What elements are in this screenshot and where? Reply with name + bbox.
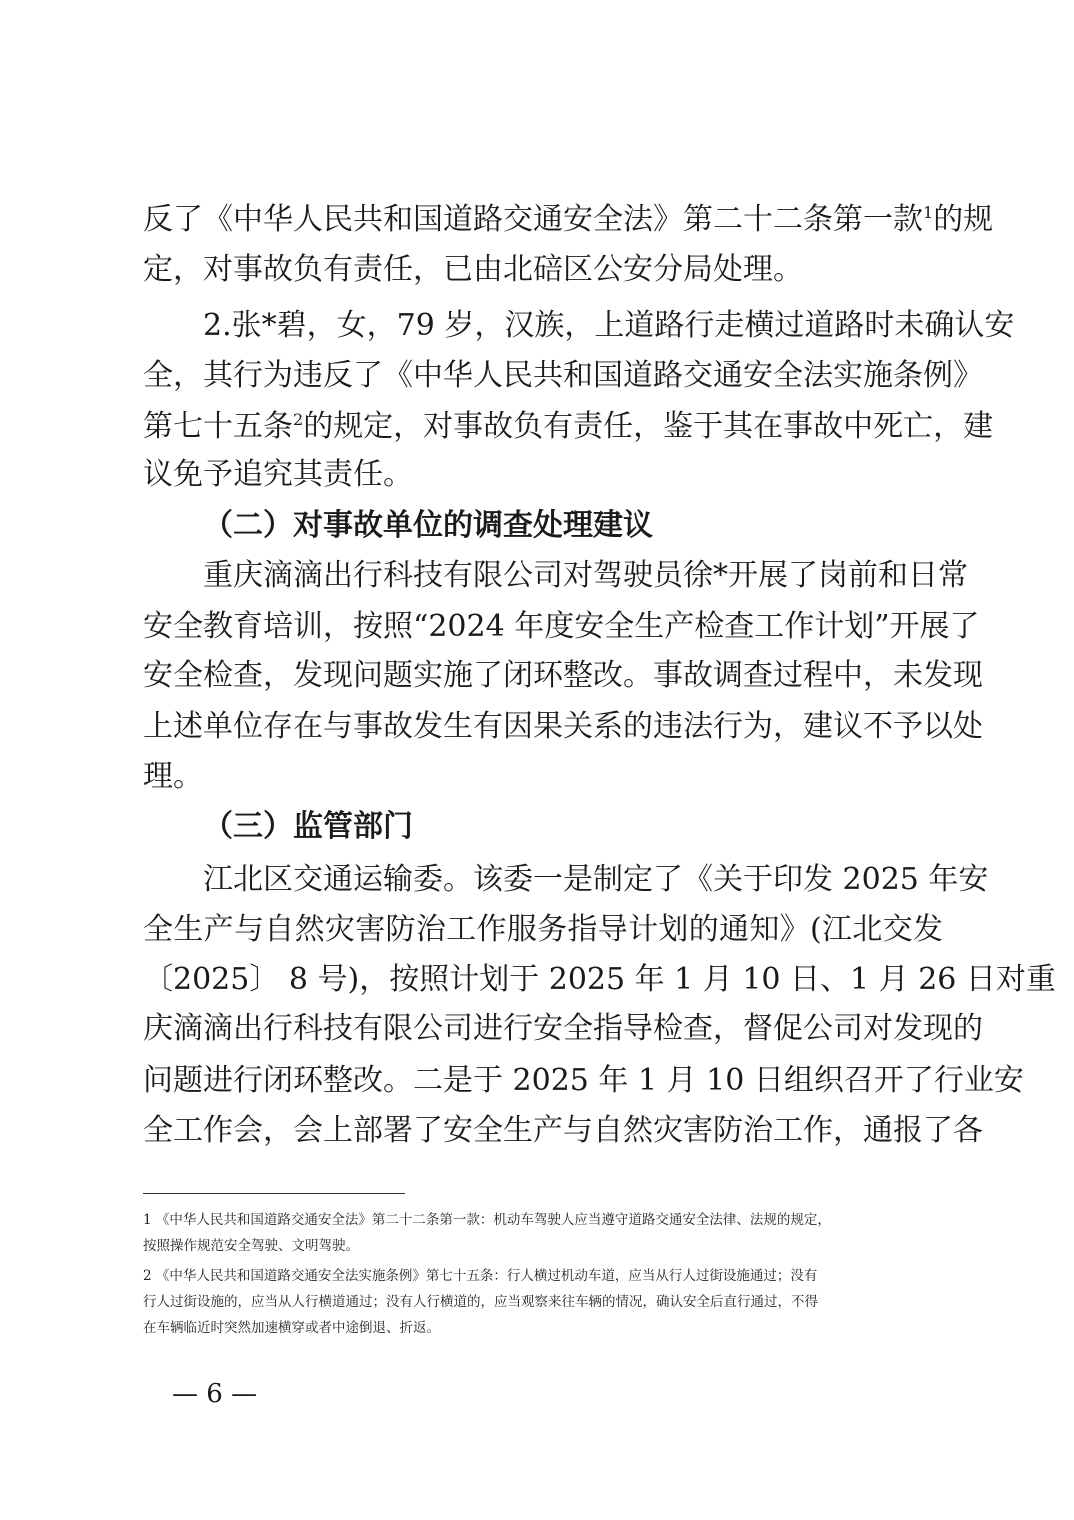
paragraph-line xyxy=(143,193,994,247)
paragraph-line xyxy=(143,400,994,454)
paragraph-line: 安全教育培训，按照“2024 年度安全生产检查工作计划”开展了 xyxy=(143,609,980,644)
text-run: 的规定，对事故负有责任，鉴于其在事故中死亡，建 xyxy=(303,409,994,444)
paragraph-line: 定，对事故负有责任，已由北碚区公安分局处理。 xyxy=(143,252,803,287)
paragraph-line: 全生产与自然灾害防治工作服务指导计划的通知》(江北交发 xyxy=(143,912,943,947)
footnote-1-cont: 按照操作规范安全驾驶、文明驾驶。 xyxy=(143,1238,359,1254)
footnote-2: 2 《中华人民共和国道路交通安全法实施条例》第七十五条：行人横过机动车道，应当从行人过街设施通过；没有 xyxy=(143,1268,818,1284)
paragraph-line: 江北区交通运输委。该委一是制定了《关于印发 2025 年安 xyxy=(203,862,989,897)
section-heading: （三）监管部门 xyxy=(203,809,413,844)
footnote-2-cont: 行人过街设施的，应当从人行横道通过；没有人行横道的，应当观察来往车辆的情况，确认安全后直行通过，不得 xyxy=(143,1294,818,1310)
text-run: 反了《中华人民共和国道路交通安全法》第二十二条第一款 xyxy=(143,202,923,237)
paragraph-line: 〔2025〕 8 号)，按照计划于 2025 年 1 月 10 日、1 月 26 日对重 xyxy=(143,962,1056,997)
footnote-2-cont: 在车辆临近时突然加速横穿或者中途倒退、折返。 xyxy=(143,1320,440,1336)
paragraph-line: 全工作会，会上部署了安全生产与自然灾害防治工作，通报了各 xyxy=(143,1113,983,1148)
paragraph-line: 庆滴滴出行科技有限公司进行安全指导检查，督促公司对发现的 xyxy=(143,1011,983,1046)
section-heading: （二）对事故单位的调查处理建议 xyxy=(203,508,653,543)
text-run: 第七十五条 xyxy=(143,409,293,444)
footnote-divider xyxy=(143,1193,405,1194)
footnote-1: 1 《中华人民共和国道路交通安全法》第二十二条第一款：机动车驾驶人应当遵守道路交通安全法律、法规的规定， xyxy=(143,1212,831,1228)
footnote-ref-2[interactable]: 2 xyxy=(293,410,304,429)
paragraph-line: 安全检查，发现问题实施了闭环整改。事故调查过程中，未发现 xyxy=(143,658,983,693)
paragraph-line: 重庆滴滴出行科技有限公司对驾驶员徐*开展了岗前和日常 xyxy=(203,558,968,593)
text-run: 的规 xyxy=(933,202,994,237)
paragraph-line: 问题进行闭环整改。二是于 2025 年 1 月 10 日组织召开了行业安 xyxy=(143,1063,1024,1098)
paragraph-line: 理。 xyxy=(143,759,203,794)
paragraph-line: 2.张*碧，女，79 岁，汉族，上道路行走横过道路时未确认安 xyxy=(203,308,1015,343)
paragraph-line: 上述单位存在与事故发生有因果关系的违法行为，建议不予以处 xyxy=(143,709,983,744)
paragraph-line: 议免予追究其责任。 xyxy=(143,457,413,492)
footnote-ref-1[interactable]: 1 xyxy=(923,203,934,222)
paragraph-line: 全，其行为违反了《中华人民共和国道路交通安全法实施条例》 xyxy=(143,358,983,393)
page-number: — 6 — xyxy=(172,1379,258,1409)
